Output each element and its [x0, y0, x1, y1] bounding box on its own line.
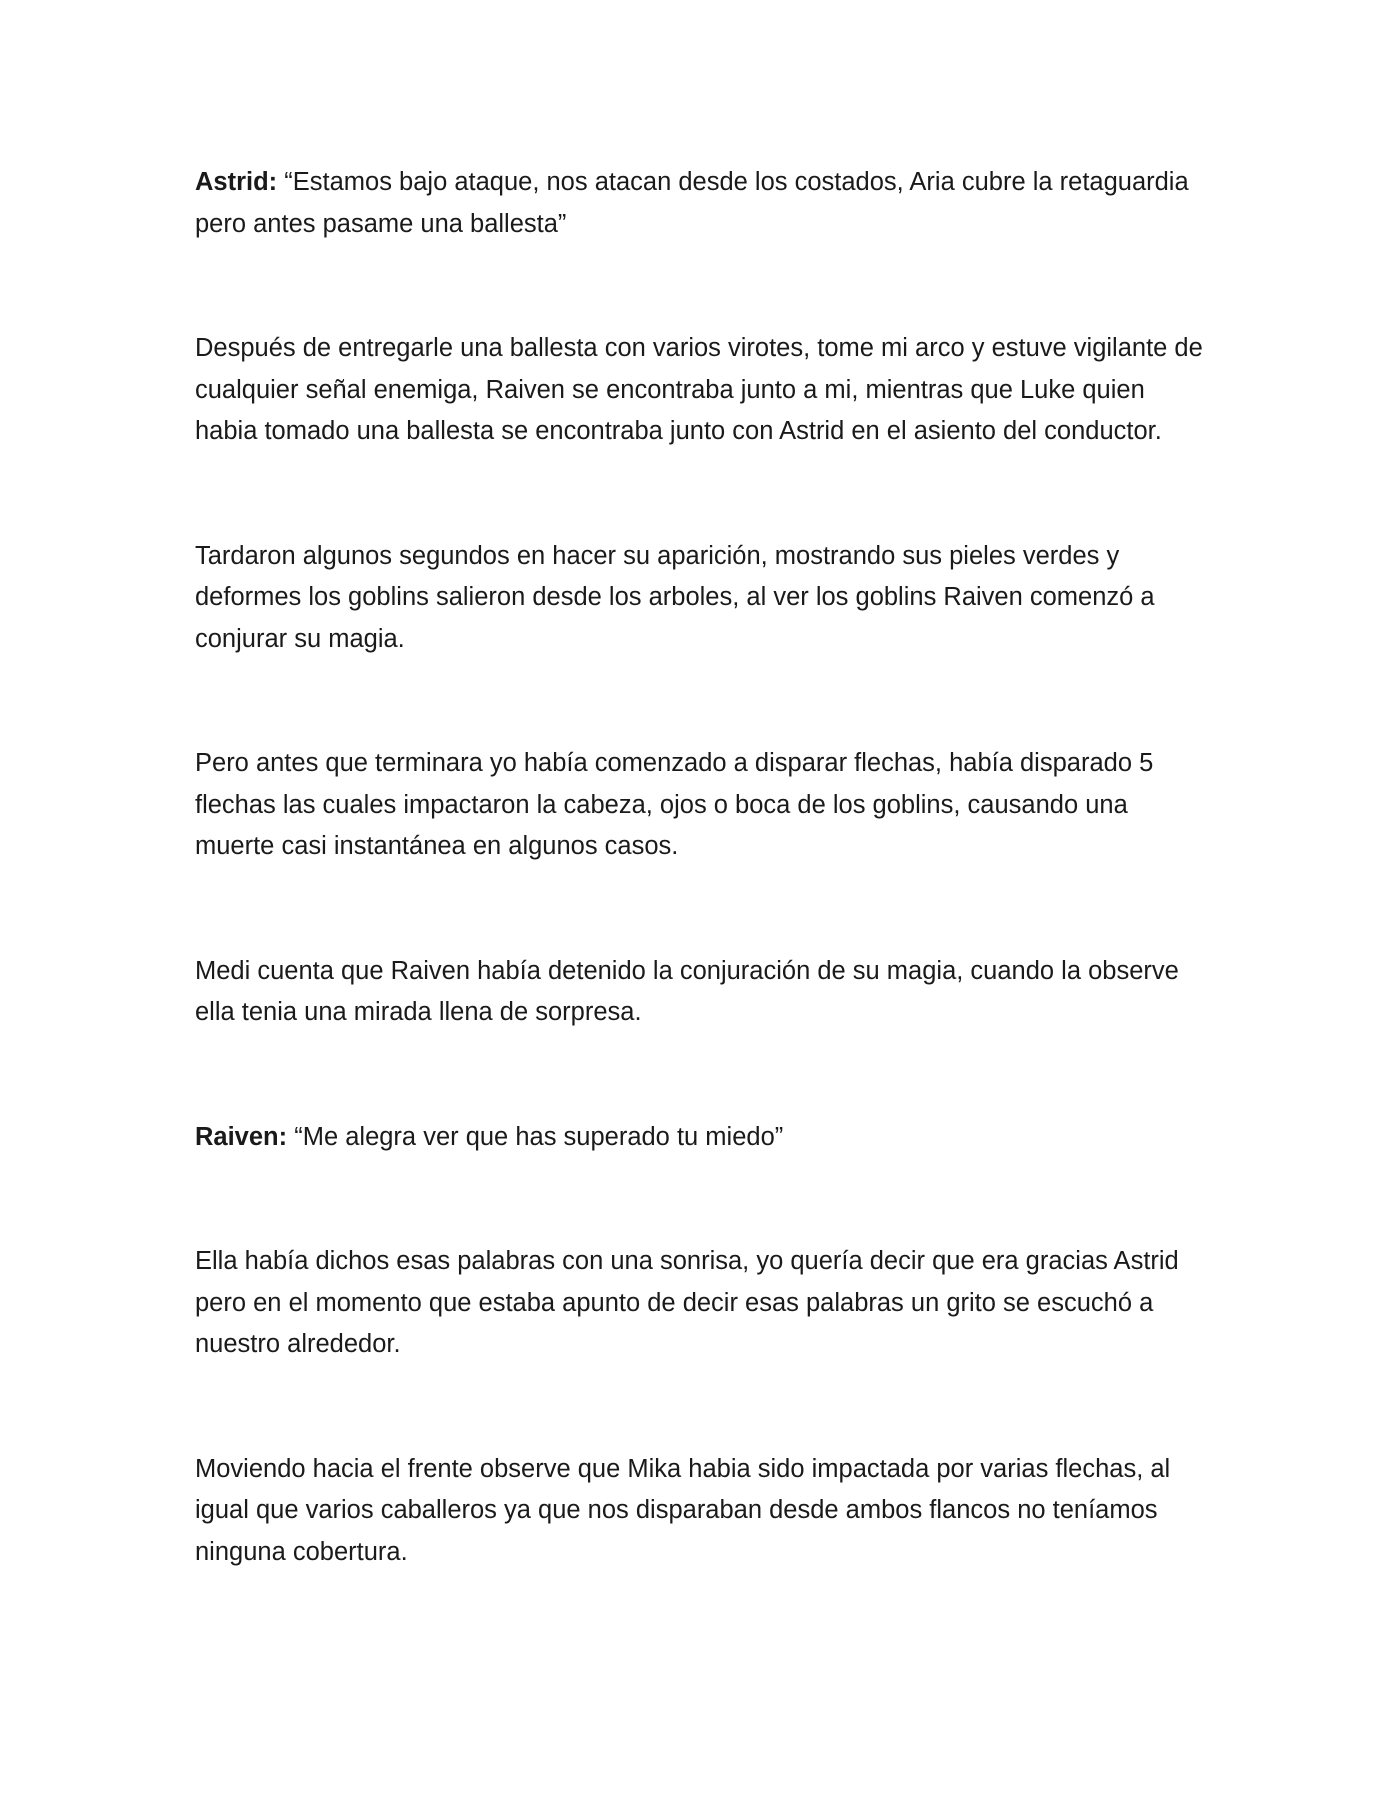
- dialogue-text: “Me alegra ver que has superado tu miedo”: [294, 1122, 784, 1151]
- dialogue-paragraph-astrid: [195, 162, 1210, 245]
- speaker-name: Raiven:: [195, 1122, 288, 1151]
- narrative-paragraph: Ella había dichos esas palabras con una sonrisa, yo quería decir que era gracias Astrid pero en el momento que estaba apunto de decir esas palabras un grito se escuchó a nuestro alrededor.: [195, 1247, 1179, 1358]
- narrative-paragraph: Medi cuenta que Raiven había detenido la conjuración de su magia, cuando la observe ella tenia una mirada llena de sorpresa.: [195, 956, 1179, 1026]
- speaker-name: Astrid:: [195, 168, 278, 196]
- narrative-paragraph: Moviendo hacia el frente observe que Mika habia sido impactada por varias flechas, al igual que varios caballeros ya que nos disparaban desde ambos flancos no teníamos ninguna cobertura.: [195, 1454, 1171, 1566]
- narrative-paragraph: Después de entregarle una ballesta con varios virotes, tome mi arco y estuve vigilante de cualquier señal enemiga, Raiven se encontraba junto a mi, mientras que Luke quien habia tomado una ballesta se encontraba junto con Astrid en el asiento del conductor.: [195, 334, 1203, 445]
- narrative-paragraph: Tardaron algunos segundos en hacer su aparición, mostrando sus pieles verdes y deformes los goblins salieron desde los arboles, al ver los goblins Raiven comenzó a conjurar su magia.: [195, 541, 1155, 653]
- document-page: [195, 162, 1210, 1656]
- narrative-paragraph: Pero antes que terminara yo había comenzado a disparar flechas, había disparado 5 flechas las cuales impactaron la cabeza, ojos o boca de los goblins, causando una muerte casi instantánea en algunos casos.: [195, 749, 1154, 860]
- dialogue-text: “Estamos bajo ataque, nos atacan desde los costados, Aria cubre la retaguardia pero antes pasame una ballesta”: [195, 168, 1189, 238]
- dialogue-paragraph-raiven: [195, 1117, 1210, 1159]
